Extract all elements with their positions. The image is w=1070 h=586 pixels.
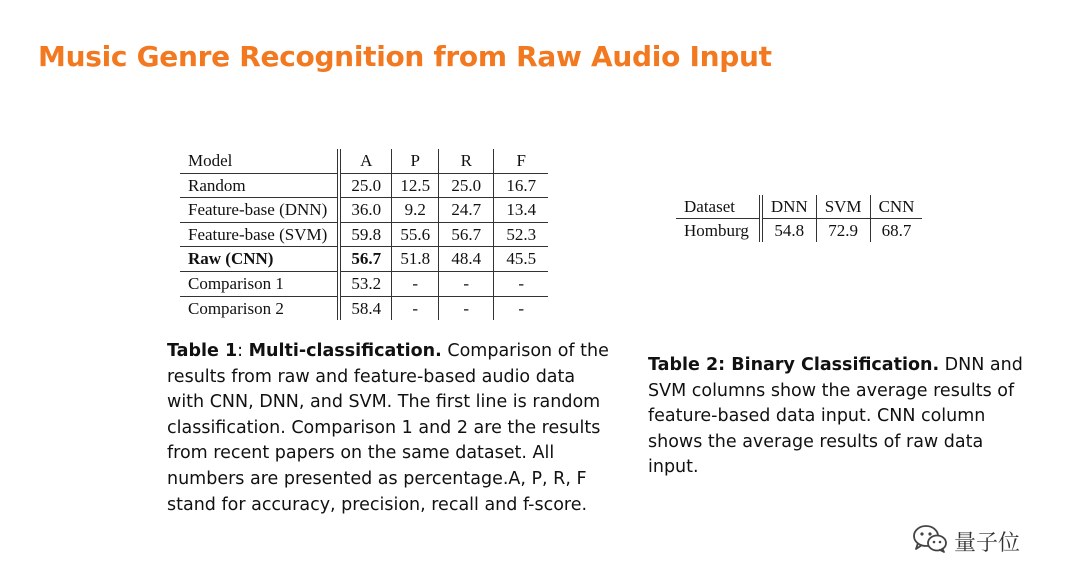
header-svm: SVM [816,195,870,219]
caption2-heading: Table 2: Binary Classification. [648,355,940,375]
row-model: Raw (CNN) [180,247,339,272]
cell-r: 24.7 [439,198,494,223]
caption1-heading: Multi-classification. [248,341,442,361]
header-dnn: DNN [761,195,816,219]
cell-f: 16.7 [494,173,549,198]
watermark [912,524,1020,559]
watermark-text: 量子位 [954,531,1021,556]
cell-cnn: 68.7 [870,219,922,243]
cell-dnn: 54.8 [761,219,816,243]
slide-title: Music Genre Recognition from Raw Audio Input [38,40,772,73]
row-model: Random [180,173,339,198]
row-model: Feature-base (DNN) [180,198,339,223]
cell-p: 9.2 [392,198,439,223]
header-p: P [392,149,439,173]
table1-caption [167,339,612,518]
cell-p: - [392,296,439,320]
header-r: R [439,149,494,173]
cell-p: 51.8 [392,247,439,272]
cell-r: 56.7 [439,222,494,247]
header-model: Model [180,149,339,173]
cell-a: 53.2 [339,271,392,296]
table-row [180,173,548,198]
cell-a: 56.7 [339,247,392,272]
cell-f: - [494,296,549,320]
table-row [180,296,548,320]
wechat-icon [912,524,948,559]
row-model: Comparison 1 [180,271,339,296]
cell-svm: 72.9 [816,219,870,243]
header-cnn: CNN [878,197,915,216]
caption1-separator: : [237,341,249,361]
cell-a: 25.0 [339,173,392,198]
header-f: F [516,151,526,170]
cell-r: - [439,271,494,296]
table-row [180,198,548,223]
cell-f: 52.3 [494,222,549,247]
caption1-label: Table 1 [167,341,238,361]
caption2-text: DNN and SVM columns show the average results of feature-based data input. CNN column shows the average results of raw data input. [648,355,1023,478]
cell-p: 55.6 [392,222,439,247]
caption1-text: Comparison of the results from raw and feature-based audio data with CNN, DNN, and SVM. The first line is random classification. Comparison 1 and 2 are the results from recent papers on the same dataset. All numbers are presented as percentage.A, P, R, F stand for accuracy, precision, recall and f-score. [167,341,609,515]
table-header-row [180,149,548,173]
cell-f: 13.4 [494,198,549,223]
cell-p: 12.5 [392,173,439,198]
row-model: Feature-base (SVM) [180,222,339,247]
table-row [676,219,922,243]
header-dataset: Dataset [676,195,761,219]
table-row [180,222,548,247]
cell-a: 36.0 [339,198,392,223]
table2-caption [648,353,1028,481]
header-a: A [339,149,392,173]
table-row [180,271,548,296]
cell-a: 58.4 [339,296,392,320]
cell-f: 45.5 [494,247,549,272]
cell-a: 59.8 [339,222,392,247]
cell-p: - [392,271,439,296]
cell-r: 48.4 [439,247,494,272]
table-header-row [676,195,922,219]
row-dataset: Homburg [676,219,761,243]
binary-classification-table [676,195,922,242]
multi-classification-table [180,149,548,320]
cell-f: - [494,271,549,296]
cell-r: 25.0 [439,173,494,198]
row-model: Comparison 2 [180,296,339,320]
table-row-highlighted [180,247,548,272]
cell-r: - [439,296,494,320]
